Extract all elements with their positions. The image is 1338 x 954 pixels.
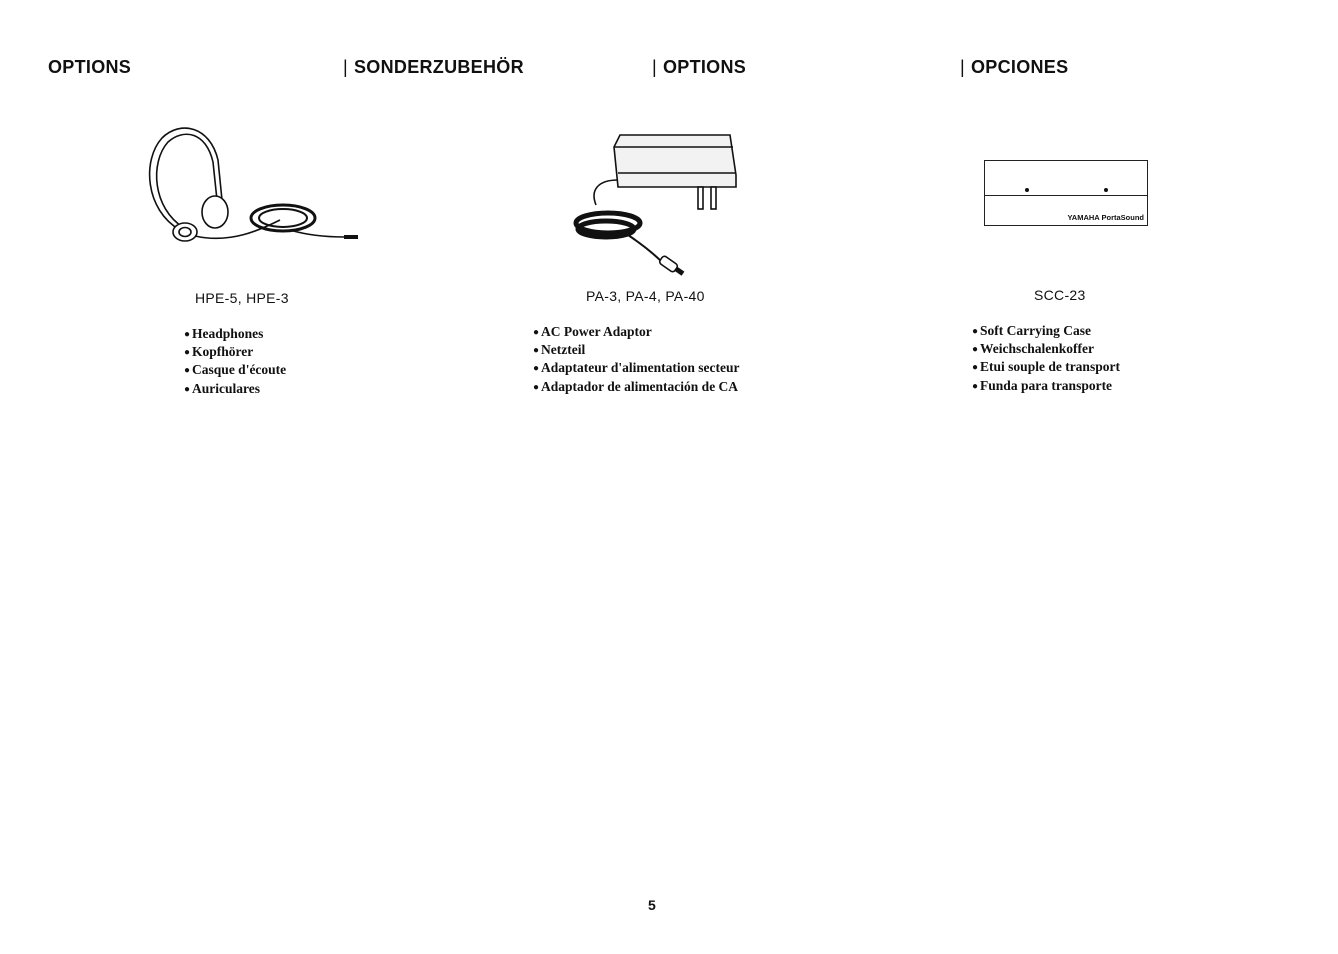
- case-zipper-dot: [1025, 188, 1029, 192]
- list-item: ● Weichschalenkoffer: [972, 341, 1120, 359]
- heading-options-en: OPTIONS: [48, 57, 132, 77]
- list-item: ● Funda para transporte: [972, 378, 1120, 396]
- list-item: ● Netzteil: [533, 342, 740, 360]
- model-headphones: HPE-5, HPE-3: [195, 290, 289, 306]
- heading-opciones-es: | OPCIONES: [960, 57, 1069, 77]
- list-item: ● Auriculares: [184, 381, 286, 399]
- case-seam: [985, 195, 1147, 196]
- list-item: ● Adaptador de alimentación de CA: [533, 379, 740, 397]
- case-zipper-dot: [1104, 188, 1108, 192]
- list-item: ● Kopfhörer: [184, 344, 286, 362]
- list-item: ● Soft Carrying Case: [972, 323, 1120, 341]
- model-power-adaptor: PA-3, PA-4, PA-40: [586, 288, 705, 304]
- case-logo: YAMAHA PortaSound: [1067, 213, 1144, 222]
- carrying-case-item-list: [972, 323, 1120, 396]
- power-adaptor-icon: [568, 125, 743, 283]
- page-number: 5: [648, 897, 656, 913]
- carrying-case-icon: [984, 160, 1148, 226]
- headphones-item-list: [184, 326, 286, 399]
- heading-options-fr: | OPTIONS: [652, 57, 747, 77]
- model-carrying-case: SCC-23: [1034, 287, 1086, 303]
- heading-sonderzubehor-de: | SONDERZUBEHÖR: [343, 57, 524, 77]
- headphones-icon: [140, 120, 365, 250]
- list-item: ● Headphones: [184, 326, 286, 344]
- list-item: ● Casque d'écoute: [184, 362, 286, 380]
- power-adaptor-item-list: [533, 324, 740, 397]
- list-item: ● AC Power Adaptor: [533, 324, 740, 342]
- list-item: ● Etui souple de transport: [972, 359, 1120, 377]
- list-item: ● Adaptateur d'alimentation secteur: [533, 360, 740, 378]
